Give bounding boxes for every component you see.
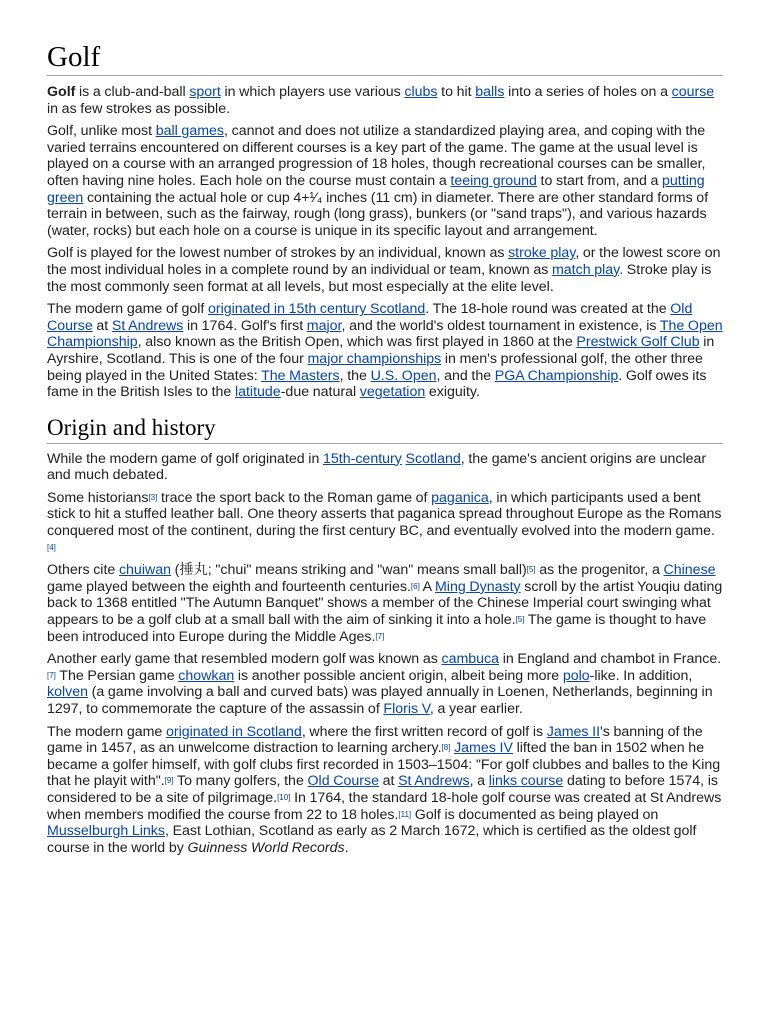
text-run: . [344,839,349,856]
text-run: , a year earlier. [429,701,523,717]
citation-ref[interactable]: [3] [148,492,158,502]
link-old-course[interactable]: Old Course [47,301,693,334]
link-vegetation[interactable]: vegetation [359,384,426,401]
link-old-course[interactable]: Old Course [307,773,379,790]
text-run: -due natural [280,384,360,401]
text-run: The Persian game [55,667,179,684]
link-the-masters[interactable]: The Masters [261,367,340,384]
text-run: containing the actual hole or cup 4+¹⁄₄ inches (11 cm) in diameter. There are other standard forms of terrain in between, such as the fairway, rough (long grass), bunkers (or "sand traps"), and various hazards (water, rocks) but each hole on a course is unique in its specific layout and arrangement. [47,189,709,239]
citation-ref[interactable]: [5] [515,615,525,625]
intro-paragraph-4 [47,301,723,401]
text-run: Golf is played for the lowest number of strokes by an individual, known as [47,245,509,262]
text-run: , cannot and does not utilize a standardized playing area, and coping with the varied terrains encountered on different courses is a key part of the game. The game at the usual level is played on a course with an arranged progression of 18 holes, though recreational courses can be smaller, often having nine holes. Each hole on the course must contain a [47,123,706,189]
text-run: , the game's ancient origins are unclear and much debated. [47,450,707,484]
citation-ref[interactable]: [6] [410,581,420,591]
text-run: in as few strokes as possible. [47,100,231,117]
link-major-championships[interactable]: major championships [307,350,442,367]
text-run: . Stroke play is the most commonly seen format at all levels, but most especially at the elite level. [47,261,712,295]
text-run: dating to before 1574, is considered to be a site of pilgrimage. [47,773,718,806]
text-run: Others cite [47,562,119,579]
text-run: , in which participants used a bent stick to hit a stuffed leather ball. One theory asserts that paganica spread throughout Europe as the Romans conquered most of the continent, during the first century BC, and eventually evolved into the modern game. [47,489,722,540]
link-links-course[interactable]: links course [488,773,564,790]
link-ball-games[interactable]: ball games [155,123,225,140]
link-kolven[interactable]: kolven [47,684,89,701]
link-chinese[interactable]: Chinese [663,562,716,579]
link-us-open[interactable]: U.S. Open [370,367,437,384]
text-run: Golf, unlike most [47,123,156,140]
text-run: in men's professional golf, the other three being played in the United States: [47,350,703,384]
text-run: is a club-and-ball [75,84,190,100]
text-run: . Golf owes its fame in the British Isles to the [47,367,707,401]
text-run: in Ayrshire, Scotland. This is one of the four [47,334,715,367]
link-paganica[interactable]: paganica [431,489,489,506]
text-run: The game is thought to have been introduced into Europe during the Middle Ages. [47,612,707,645]
text-run: lifted the ban in 1502 when he became a golfer himself, with golf clubs first recorded in 1503–1504: "For golf clubbes and balles to the King that he playit with". [47,740,721,790]
text-run: as the progenitor, a [535,562,664,579]
link-james-ii[interactable]: James II [546,723,601,740]
history-paragraph-5 [47,724,723,857]
citation-ref[interactable]: [7] [47,670,56,680]
link-the-open-championship[interactable]: The Open Championship [47,317,723,351]
link-floris-v[interactable]: Floris V [383,701,430,717]
link-originated-in-15th-century-scotland[interactable]: originated in 15th century Scotland [207,301,426,318]
text-run: game played between the eighth and fourteenth centuries. [47,578,411,595]
link-stroke-play[interactable]: stroke play [508,245,576,262]
link-polo[interactable]: polo [562,667,590,684]
text-run: scroll by the artist Youqiu dating back to 1368 entitled "The Autumn Banquet" shows a member of the Chinese Imperial court swinging what appears to be a golf club at a small ball with the aim of sinking it into a hole. [47,578,723,629]
text-run: , the [339,367,371,384]
text-run: in which players use various [220,84,405,100]
citation-ref[interactable]: [10] [277,792,291,802]
text-run: , also known as the British Open, which was first played in 1860 at the [137,334,577,351]
section-heading-origin-and-history: Origin and history [47,414,723,444]
text-run: A [419,578,435,595]
text-run: into a series of holes on a [504,84,672,100]
text-run: Golf is documented as being played on [411,806,659,823]
link-pga-championship[interactable]: PGA Championship [494,367,619,384]
page-title: Golf [47,40,723,76]
text-run: (a game involving a ball and curved bats) was played annually in Loenen, Netherlands, beginning in 1297, to commemorate the capture of the assassin of [47,684,713,717]
text-run: , a [469,773,489,790]
text-run: at [92,317,112,334]
text-run: to hit [437,84,476,100]
link-major[interactable]: major [306,317,342,334]
link-james-iv[interactable]: James IV [454,740,513,757]
text-run: . The 18-hole round was created at the [425,301,671,318]
text-run: is another possible ancient origin, albeit being more [234,667,563,684]
text-run: , and the [436,367,495,384]
history-paragraph-4 [47,651,723,717]
link-15th-century[interactable]: 15th-century [323,450,402,467]
text-run: , where the first written record of golf is [301,723,547,740]
citation-ref[interactable]: [5] [526,565,536,575]
link-clubs[interactable]: clubs [404,84,438,100]
citation-ref[interactable]: [4] [47,542,56,552]
link-putting-green[interactable]: putting green [47,172,705,206]
citation-ref[interactable]: [11] [398,809,412,819]
link-cambuca[interactable]: cambuca [441,651,500,668]
text-run: While the modern game of golf originated in [47,450,323,467]
citation-ref[interactable]: [7] [375,631,385,641]
link-course[interactable]: course [671,84,715,100]
text-run: (捶丸; "chui" means striking and "wan" means small ball) [171,562,527,579]
text-run: 's banning of the game in 1457, as an unwelcome distraction to learning archery. [47,723,703,757]
link-originated-in-scotland[interactable]: originated in Scotland [165,723,302,740]
text-run: , or the lowest score on the most individual holes in a complete round by an individual or team, known as [47,245,721,278]
intro-paragraph-3 [47,245,723,295]
history-paragraph-3 [47,562,723,645]
history-paragraph-1 [47,451,723,484]
text-run: -like. In addition, [589,667,693,684]
italic-title-guinness-world-records: Guinness World Records [187,839,345,856]
text-run: trace the sport back to the Roman game of [157,489,432,506]
text-run: exiguity. [425,384,480,401]
citation-ref[interactable]: [9] [164,776,174,786]
link-sport[interactable]: sport [189,84,221,100]
link-st-andrews[interactable]: St Andrews [111,317,184,334]
intro-paragraph-2 [47,123,723,239]
text-run: to start from, and a [536,172,663,189]
intro-paragraph-1 [47,84,723,117]
text-run: in England and chambot in France. [499,651,722,668]
history-paragraph-2 [47,490,723,556]
link-st-andrews[interactable]: St Andrews [398,773,470,790]
text-run: The modern game of golf [47,301,208,318]
text-run: in 1764. Golf's first [183,317,307,334]
link-chowkan[interactable]: chowkan [178,667,235,684]
link-musselburgh-links[interactable]: Musselburgh Links [47,823,165,840]
text-run: at [378,773,399,790]
text-run: Another early game that resembled modern golf was known as [47,651,442,668]
text-run: To many golfers, the [173,773,308,790]
text-run: In 1764, the standard 18-hole golf course was created at St Andrews when members modified the course from 22 to 18 holes. [47,789,722,823]
link-scotland[interactable]: Scotland [405,450,461,467]
text-run: The modern game [47,723,166,740]
article-body [47,40,723,862]
citation-ref[interactable]: [8] [441,743,451,753]
link-match-play[interactable]: match play [551,261,620,278]
link-ming-dynasty[interactable]: Ming Dynasty [434,578,521,595]
text-run: , and the world's oldest tournament in existence, is [341,317,660,334]
text-run: Some historians [47,489,149,506]
link-prestwick-golf-club[interactable]: Prestwick Golf Club [576,334,700,351]
bold-term-golf: Golf [47,84,76,100]
link-balls[interactable]: balls [475,84,505,100]
text-run: , East Lothian, Scotland as early as 2 March 1672, which is certified as the oldest golf course in the world by [47,823,697,856]
link-chuiwan[interactable]: chuiwan [118,562,172,579]
link-teeing-ground[interactable]: teeing ground [450,172,537,189]
link-latitude[interactable]: latitude [234,384,281,401]
